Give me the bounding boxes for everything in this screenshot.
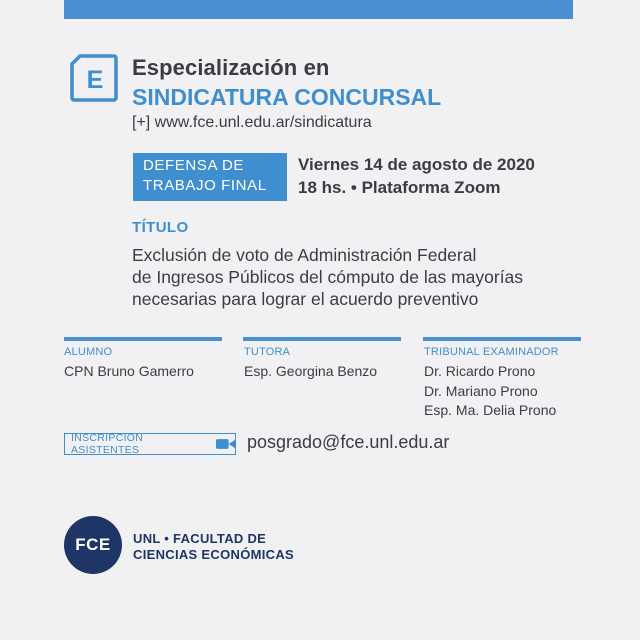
program-title: Especialización en	[132, 55, 330, 80]
tribunal-member: Dr. Ricardo Prono	[424, 363, 536, 379]
video-camera-icon	[216, 438, 235, 450]
student-name	[64, 362, 194, 382]
thesis-title-line: Exclusión de voto de Administración Federal	[132, 245, 477, 265]
tutor-divider	[243, 337, 401, 341]
registration-email-link[interactable]: posgrado@fce.unl.edu.ar	[247, 432, 450, 452]
thesis-title-line: de Ingresos Públicos del cómputo de las mayorías	[132, 267, 524, 287]
thesis-label: TÍTULO	[132, 219, 189, 236]
thesis-title	[132, 244, 602, 310]
defensa-badge	[133, 153, 287, 201]
tutor-label: TUTORA	[244, 346, 291, 358]
badge-line-2: TRABAJO FINAL	[143, 177, 267, 194]
fce-logo-text: FCE	[75, 535, 111, 554]
tutor-name	[244, 362, 377, 382]
institution-name-line-2: CIENCIAS ECONÓMICAS	[133, 547, 294, 562]
tutor-name-text: Esp. Georgina Benzo	[244, 363, 378, 379]
event-date: Viernes 14 de agosto de 2020	[298, 155, 535, 174]
tribunal-divider	[423, 337, 581, 341]
student-divider	[64, 337, 222, 341]
program-e-icon	[70, 54, 118, 102]
registration-label: INSCRIPCION ASISTENTES	[71, 432, 144, 456]
top-accent-bar	[64, 0, 573, 19]
program-icon-letter: E	[86, 66, 104, 94]
tribunal-member: Dr. Mariano Prono	[424, 382, 538, 399]
program-subtitle: SINDICATURA CONCURSAL	[132, 84, 442, 110]
institution-name-line-1: UNL • FACULTAD DE	[133, 531, 267, 546]
student-label: ALUMNO	[64, 346, 113, 358]
program-url-link[interactable]: [+] www.fce.unl.edu.ar/sindicatura	[132, 114, 372, 131]
event-time: 18 hs. • Plataforma Zoom	[298, 178, 501, 197]
tribunal-member: Esp. Ma. Delia Prono	[424, 402, 557, 418]
tribunal-members	[424, 362, 556, 421]
fce-logo	[64, 516, 122, 574]
student-name-text: CPN Bruno Gamerro	[64, 363, 194, 379]
badge-line-1: DEFENSA DE	[143, 157, 245, 174]
thesis-title-line: necesarias para lograr el acuerdo preventivo	[132, 289, 479, 309]
tribunal-label: TRIBUNAL EXAMINADOR	[424, 346, 559, 358]
registration-button[interactable]	[64, 433, 236, 455]
